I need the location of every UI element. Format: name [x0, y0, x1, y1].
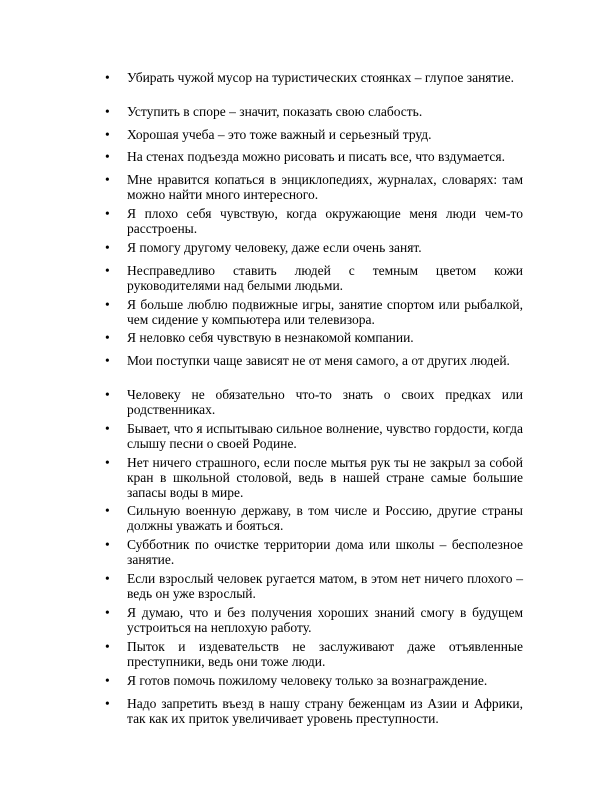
- bullet-icon: •: [105, 639, 110, 654]
- statement-text: Уступить в споре – значит, показать свою слабость.: [127, 104, 423, 119]
- statement-text: Пыток и издевательств не заслуживают даже отъявленные преступники, ведь они тоже люди.: [127, 639, 523, 669]
- bullet-icon: •: [105, 172, 110, 187]
- statement-text: Мне нравится копаться в энциклопедиях, журналах, словарях: там можно найти много интересного.: [127, 172, 523, 202]
- bullet-icon: •: [105, 605, 110, 620]
- bullet-icon: •: [105, 455, 110, 470]
- bullet-icon: •: [105, 149, 110, 164]
- statement-text: Мои поступки чаще зависят не от меня самого, а от других людей.: [127, 353, 510, 368]
- statement-text: Бывает, что я испытываю сильное волнение, чувство гордости, когда слышу песни о своей Родине.: [127, 421, 523, 451]
- statement-text: Несправедливо ставить людей с темным цветом кожи руководителями над белыми людьми.: [127, 263, 523, 293]
- statement-text: Хорошая учеба – это тоже важный и серьезный труд.: [127, 127, 432, 142]
- bullet-icon: •: [105, 696, 110, 711]
- bullet-icon: •: [105, 387, 110, 402]
- bullet-icon: •: [105, 537, 110, 552]
- statement-text: Если взрослый человек ругается матом, в этом нет ничего плохого – ведь он уже взрослый.: [127, 571, 523, 601]
- bullet-icon: •: [105, 503, 110, 518]
- bullet-icon: •: [105, 70, 110, 85]
- statement-text: Я плохо себя чувствую, когда окружающие меня люди чем-то расстроены.: [127, 206, 523, 236]
- statement-text: Человеку не обязательно что-то знать о своих предках или родственниках.: [127, 387, 523, 417]
- bullet-icon: •: [105, 353, 110, 368]
- statement-text: Я неловко себя чувствую в незнакомой компании.: [127, 330, 414, 345]
- bullet-icon: •: [105, 571, 110, 586]
- bullet-icon: •: [105, 421, 110, 436]
- bullet-icon: •: [105, 297, 110, 312]
- statement-text: Я думаю, что и без получения хороших знаний смогу в будущем устроиться на неплохую работу.: [127, 605, 523, 635]
- bullet-icon: •: [105, 206, 110, 221]
- bullet-icon: •: [105, 673, 110, 688]
- statement-text: На стенах подъезда можно рисовать и писать все, что вздумается.: [127, 149, 505, 164]
- statement-text: Я больше люблю подвижные игры, занятие спортом или рыбалкой, чем сидение у компьютера или телевизора.: [127, 297, 523, 327]
- statement-text: Я помогу другому человеку, даже если очень занят.: [127, 240, 422, 255]
- bullet-icon: •: [105, 330, 110, 345]
- statement-text: Надо запретить въезд в нашу страну беженцам из Азии и Африки, так как их приток увеличивает уровень преступности.: [127, 696, 523, 726]
- statement-text: Нет ничего страшного, если после мытья рук ты не закрыл за собой кран в школьной столовой, ведь в нашей стране самые большие запасы воды в мире.: [127, 455, 523, 500]
- bullet-icon: •: [105, 104, 110, 119]
- statement-text: Субботник по очистке территории дома или школы – бесполезное занятие.: [127, 537, 523, 567]
- statement-text: Сильную военную державу, в том числе и Россию, другие страны должны уважать и бояться.: [127, 503, 523, 533]
- statement-text: Я готов помочь пожилому человеку только за вознаграждение.: [127, 673, 488, 688]
- statement-text: Убирать чужой мусор на туристических стоянках – глупое занятие.: [127, 70, 514, 85]
- bullet-icon: •: [105, 240, 110, 255]
- bullet-icon: •: [105, 127, 110, 142]
- bullet-icon: •: [105, 263, 110, 278]
